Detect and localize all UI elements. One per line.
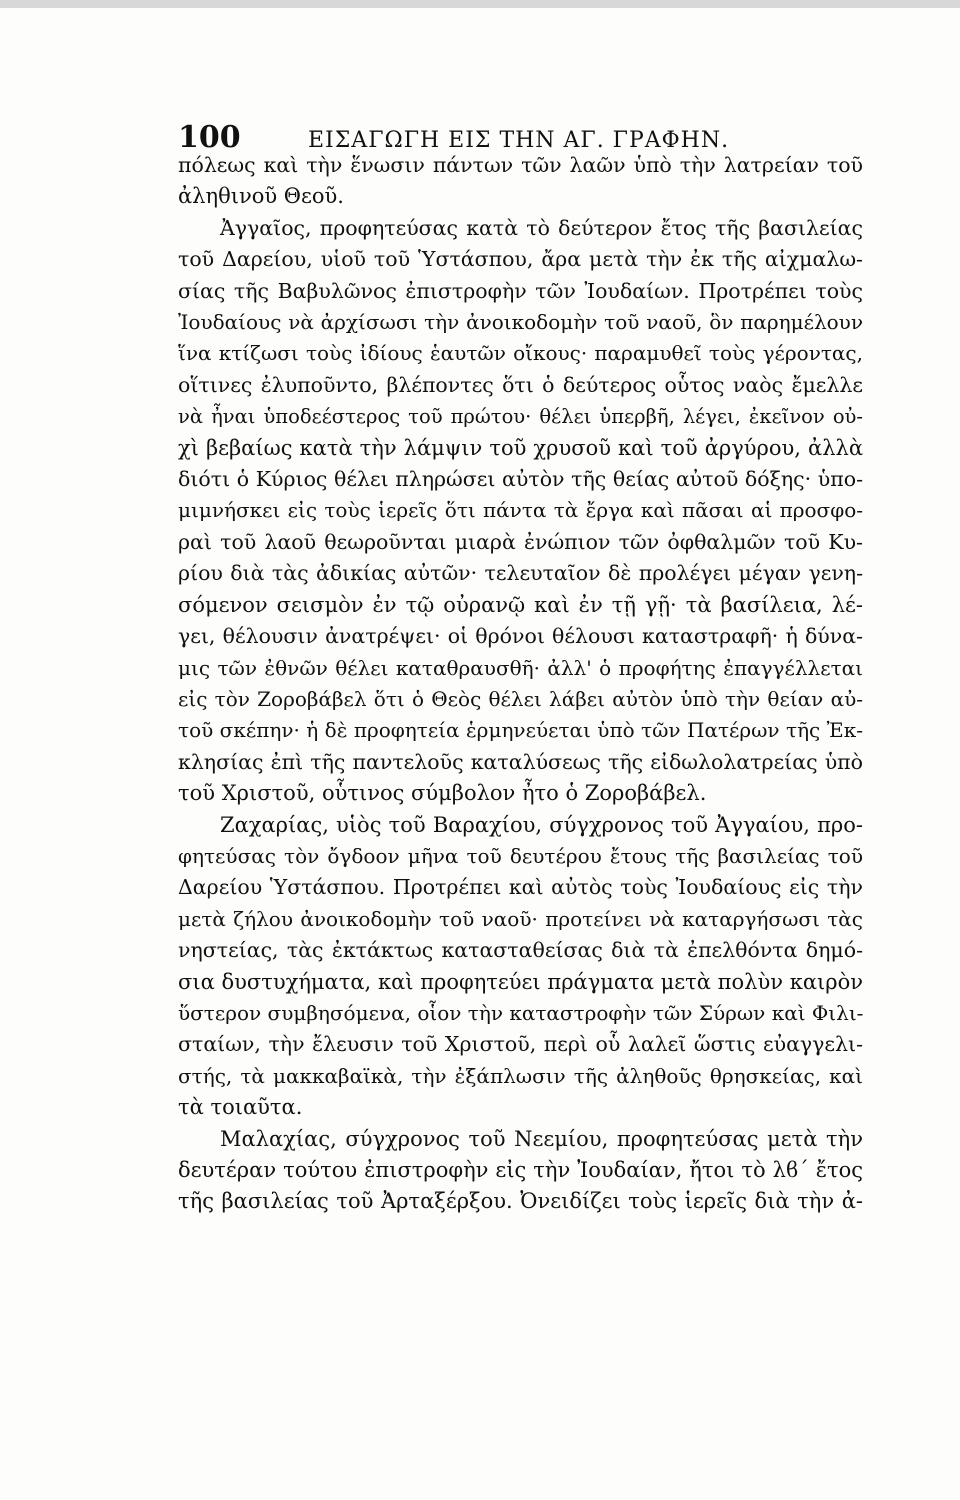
text-line: νὰ ἦναι ὑποδεέστερος τοῦ πρώτου· θέλει ὑπερβῆ, λέγει, ἐκεῖνον οὐ-: [178, 405, 863, 429]
text-line: οἵτινες ἐλυποῦντο, βλέποντες ὅτι ὁ δεύτερος οὗτος ναὸς ἔμελλε: [178, 372, 863, 397]
text-line: ὕστερον συμβησόμενα, οἷον τὴν καταστροφὴν τῶν Σύρων καὶ Φιλι-: [178, 1000, 864, 1025]
text-line: διότι ὁ Κύριος θέλει πληρώσει αὐτὸν τῆς θείας αὐτοῦ δόξης· ὑπο-: [178, 467, 863, 492]
paragraph-start-haggai: Ἀγγαῖος, προφητεύσας κατὰ τὸ δεύτερον ἔτος τῆς βασιλείας: [220, 215, 863, 240]
text-line: εἰς τὸν Ζοροβάβελ ὅτι ὁ Θεὸς θέλει λάβει αὐτὸν ὑπὸ τὴν θείαν αὐ-: [178, 686, 863, 711]
text-line: Ἰουδαίους νὰ ἀρχίσωσι τὴν ἀνοικοδομὴν τοῦ ναοῦ, ὃν παρημέλουν: [178, 310, 863, 335]
text-line: στής, τὰ μακκαβαϊκὰ, τὴν ἐξάπλωσιν τῆς ἀληθοῦς θρησκείας, καὶ: [178, 1063, 863, 1088]
text-line: φητεύσας τὸν ὄγδοον μῆνα τοῦ δευτέρου ἔτους τῆς βασιλείας τοῦ: [178, 843, 863, 868]
text-line: ἀληθινοῦ Θεοῦ.: [178, 184, 344, 209]
text-line: ἵνα κτίζωσι τοὺς ἰδίους ἑαυτῶν οἴκους· παραμυθεῖ τοὺς γέροντας,: [178, 341, 863, 366]
paragraph-start-malachi: Μαλαχίας, σύγχρονος τοῦ Νεεμίου, προφητεύσας μετὰ τὴν: [220, 1126, 863, 1151]
text-line: τοῦ σκέπην· ἡ δὲ προφητεία ἑρμηνεύεται ὑπὸ τῶν Πατέρων τῆς Ἐκ-: [178, 718, 863, 743]
text-line: σια δυστυχήματα, καὶ προφητεύει πράγματα μετὰ πολὺν καιρὸν: [178, 969, 863, 994]
text-line: τοῦ Δαρείου, υἱοῦ τοῦ Ὑστάσπου, ἄρα μετὰ τὴν ἐκ τῆς αἰχμαλω-: [178, 247, 863, 272]
text-line: δευτέραν τούτου ἐπιστροφὴν εἰς τὴν Ἰουδαίαν, ἤτοι τὸ λϐ´ ἔτος: [178, 1158, 863, 1182]
text-line: ραὶ τοῦ λαοῦ θεωροῦνται μιαρὰ ἐνώπιον τῶν ὀφθαλμῶν τοῦ Κυ-: [178, 529, 863, 554]
text-line: τῆς βασιλείας τοῦ Ἀρταξέρξου. Ὀνειδίζει τοὺς ἱερεῖς διὰ τὴν ἀ-: [178, 1189, 863, 1214]
text-line: γει, θέλουσιν ἀνατρέψει· οἱ θρόνοι θέλουσι καταστραφῆ· ἡ δύνα-: [178, 624, 863, 649]
text-line: νηστείας, τὰς ἐκτάκτως κατασταθείσας διὰ τὰ ἐπελθόντα δημό-: [178, 938, 863, 963]
text-line: σίας τῆς Βαβυλῶνος ἐπιστροφὴν τῶν Ἰουδαίων. Προτρέπει τοὺς: [178, 278, 863, 303]
text-line: μις τῶν ἐθνῶν θέλει καταθραυσθῆ· ἀλλ' ὁ προφήτης ἐπαγγέλλεται: [178, 655, 863, 680]
running-title: ΕΙΣΑΓΩΓΗ ΕΙΣ ΤΗΝ ΑΓ. ΓΡΑΦΗΝ.: [308, 128, 730, 153]
body-text: [178, 150, 863, 1218]
text-line: τοῦ Χριστοῦ, οὗτινος σύμβολον ἦτο ὁ Ζοροβάβελ.: [178, 781, 707, 806]
paragraph-start-zechariah: Ζαχαρίας, υἱὸς τοῦ Βαραχίου, σύγχρονος τοῦ Ἀγγαίου, προ-: [220, 812, 863, 837]
text-line: σταίων, τὴν ἔλευσιν τοῦ Χριστοῦ, περὶ οὗ λαλεῖ ὥστις εὐαγγελι-: [178, 1032, 863, 1057]
text-line: πόλεως καὶ τὴν ἕνωσιν πάντων τῶν λαῶν ὑπὸ τὴν λατρείαν τοῦ: [178, 153, 863, 177]
text-line: μετὰ ζήλου ἀνοικοδομὴν τοῦ ναοῦ· προτείνει νὰ καταργήσωσι τὰς: [178, 906, 863, 931]
text-line: μιμνήσκει εἰς τοὺς ἱερεῖς ὅτι πάντα τὰ ἔργα καὶ πᾶσαι αἱ προσφο-: [178, 498, 863, 523]
text-line: σόμενον σεισμὸν ἐν τῷ οὐρανῷ καὶ ἐν τῇ γῇ· τὰ βασίλεια, λέ-: [178, 592, 863, 617]
text-line: τὰ τοιαῦτα.: [178, 1095, 303, 1120]
scan-edge: [0, 0, 960, 8]
text-line: ρίου διὰ τὰς ἀδικίας αὐτῶν· τελευταῖον δὲ προλέγει μέγαν γενη-: [178, 561, 863, 586]
text-line: κλησίας ἐπὶ τῆς παντελοῦς καταλύσεως τῆς εἰδωλολατρείας ὑπὸ: [178, 749, 863, 774]
text-line: χὶ βεβαίως κατὰ τὴν λάμψιν τοῦ χρυσοῦ καὶ τοῦ ἀργύρου, ἀλλὰ: [178, 435, 863, 460]
text-line: Δαρείου Ὑστάσπου. Προτρέπει καὶ αὐτὸς τοὺς Ἰουδαίους εἰς τὴν: [178, 875, 863, 900]
page-number: 100: [178, 120, 241, 155]
